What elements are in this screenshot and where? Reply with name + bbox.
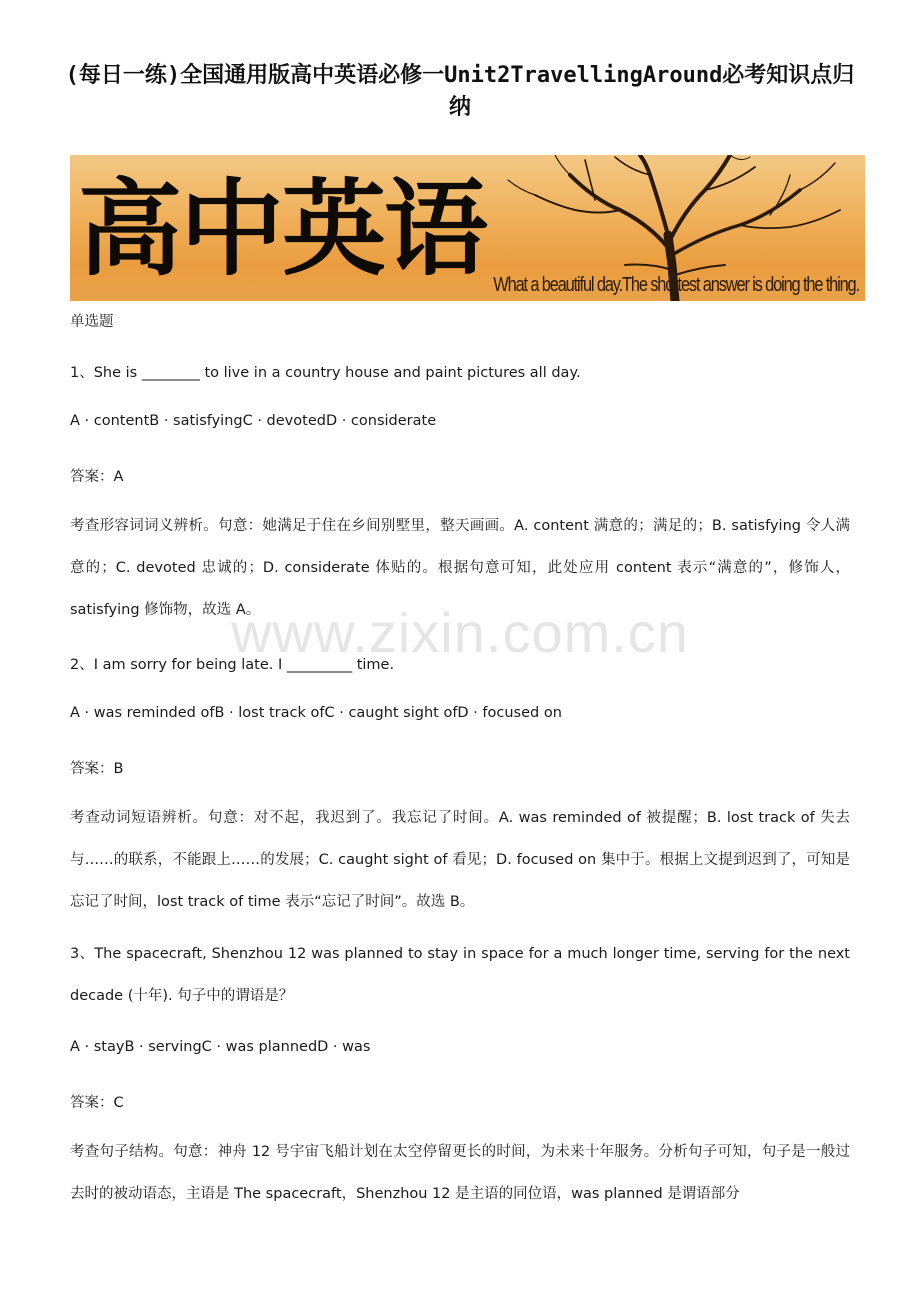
question-2-answer: 答案：B xyxy=(70,761,124,777)
question-2-explanation: 考查动词短语辨析。句意：对不起，我迟到了。我忘记了时间。A. was reminded of 被提醒；B. lost track of 失去与……的联系，不能跟上……的发展；C. caught sight of 看见；D. focused on 集中于。根据上文提到迟到了，可知是忘记了时间，lost track of time 表示“忘记了时间”。故选 B。 xyxy=(70,810,850,910)
question-3-answer: 答案：C xyxy=(70,1095,124,1111)
banner-slogan: What a beautiful day.The shortest answer is doing the thing. xyxy=(493,274,859,296)
question-1-stem: 1、She is ________ to live in a country house and paint pictures all day. xyxy=(70,365,581,381)
question-1-explanation: 考查形容词词义辨析。句意：她满足于住在乡间别墅里，整天画画。A. content 满意的；满足的；B. satisfying 令人满意的；C. devoted 忠诚的；D. considerate 体贴的。根据句意可知，此处应用 content 表示“满意的”，修饰人，satisfying 修饰物，故选 A。 xyxy=(70,518,850,618)
question-2-stem: 2、I am sorry for being late. I _________ time. xyxy=(70,657,395,673)
watermark: www.zixin.com.cn xyxy=(231,601,689,664)
question-1-answer: 答案：A xyxy=(70,469,124,485)
banner-title: 高中英语 xyxy=(78,167,487,290)
question-3-explanation: 考查句子结构。句意：神舟 12 号宇宙飞船计划在太空停留更长的时间，为未来十年服务。分析句子可知，句子是一般过去时的被动语态，主语是 The spacecraft，Shenzhou 12 是主语的同位语，was planned 是谓语部分 xyxy=(70,1144,850,1202)
question-2-options: A · was reminded ofB · lost track ofC · caught sight ofD · focused on xyxy=(70,705,562,721)
header-banner xyxy=(70,155,865,301)
question-3-stem: 3、The spacecraft, Shenzhou 12 was planned to stay in space for a much longer time, serving for the next decade (十年). 句子中的谓语是？ xyxy=(70,946,850,1004)
question-3-options: A · stayB · servingC · was plannedD · was xyxy=(70,1039,371,1055)
question-1-options: A · contentB · satisfyingC · devotedD · considerate xyxy=(70,413,437,429)
section-label: 单选题 xyxy=(70,314,114,330)
document-title: (每日一练)全国通用版高中英语必修一Unit2TravellingAround必考知识点归纳 xyxy=(65,63,855,120)
